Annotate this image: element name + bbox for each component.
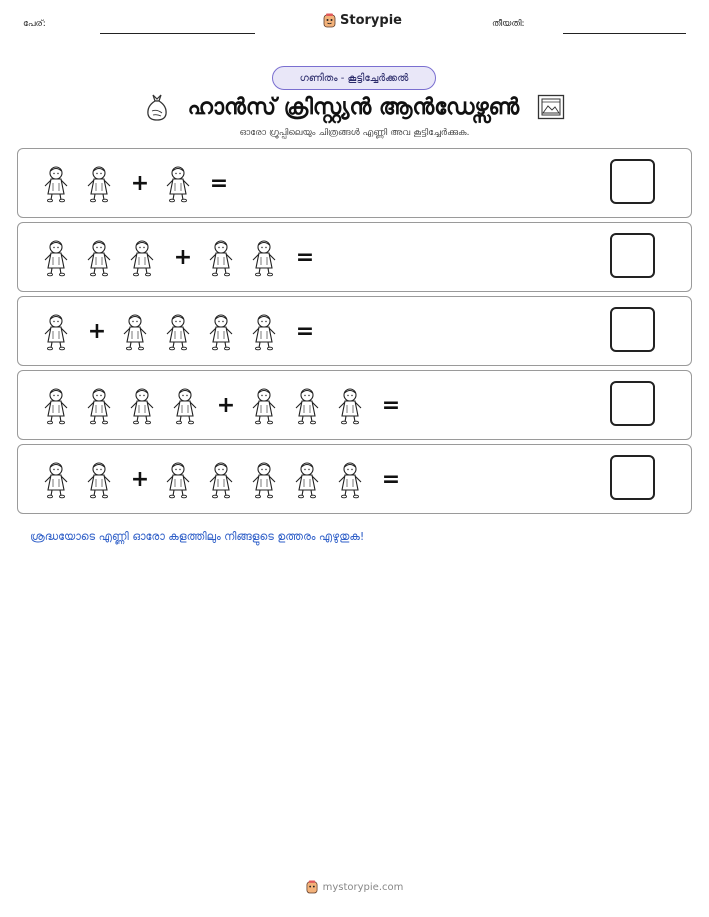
equals-sign: = [209, 171, 229, 196]
paper-doll-icon [206, 239, 236, 277]
problem-row [17, 444, 692, 514]
paper-doll-icon [41, 387, 71, 425]
topic-badge: ഗണിതം - കൂട്ടിച്ചേർക്കൽ [272, 66, 436, 90]
paper-doll-icon [41, 239, 71, 277]
paper-doll-icon [120, 313, 150, 351]
footer-site [0, 880, 709, 894]
answer-box[interactable] [610, 381, 655, 426]
paper-doll-icon [84, 165, 114, 203]
paper-doll-icon [163, 461, 193, 499]
paper-doll-icon [249, 239, 279, 277]
plus-sign: + [130, 467, 150, 492]
money-bag-icon [144, 92, 170, 122]
paper-doll-icon [41, 461, 71, 499]
equals-sign: = [381, 467, 401, 492]
equals-sign: = [381, 393, 401, 418]
title-row [0, 92, 709, 122]
framed-picture-icon [537, 94, 565, 120]
paper-doll-icon [249, 313, 279, 351]
problem-row [17, 148, 692, 218]
answer-box[interactable] [610, 233, 655, 278]
paper-doll-icon [41, 165, 71, 203]
storypie-logo-icon [323, 13, 336, 28]
problem-row [17, 296, 692, 366]
instruction-text: ഓരോ ഗ്രൂപ്പിലെയും ചിത്രങ്ങൾ എണ്ണി അവ കൂട്ടിച്ചേർക്കുക. [239, 128, 470, 138]
paper-doll-icon [206, 313, 236, 351]
problem-row [17, 370, 692, 440]
paper-doll-icon [41, 313, 71, 351]
problem-row [17, 222, 692, 292]
plus-sign: + [87, 319, 107, 344]
name-label: പേര്: [23, 19, 46, 29]
storypie-logo-icon [306, 880, 318, 894]
answer-box[interactable] [610, 159, 655, 204]
paper-doll-icon [127, 387, 157, 425]
paper-doll-icon [84, 239, 114, 277]
plus-sign: + [130, 171, 150, 196]
equals-sign: = [295, 319, 315, 344]
paper-doll-icon [84, 387, 114, 425]
brand-logo [323, 13, 402, 28]
name-line[interactable] [100, 33, 255, 34]
site-url[interactable]: mystorypie.com [322, 881, 404, 893]
paper-doll-icon [170, 387, 200, 425]
footer-note: ശ്രദ്ധയോടെ എണ്ണി ഓരോ കളത്തിലും നിങ്ങളുടെ ഉത്തരം എഴുതുക! [30, 530, 365, 543]
paper-doll-icon [292, 387, 322, 425]
date-line[interactable] [563, 33, 686, 34]
paper-doll-icon [249, 461, 279, 499]
paper-doll-icon [292, 461, 322, 499]
paper-doll-icon [127, 239, 157, 277]
date-label: തീയതി: [492, 19, 525, 29]
answer-box[interactable] [610, 455, 655, 500]
paper-doll-icon [163, 165, 193, 203]
plus-sign: + [173, 245, 193, 270]
answer-box[interactable] [610, 307, 655, 352]
plus-sign: + [216, 393, 236, 418]
paper-doll-icon [335, 461, 365, 499]
page-title: ഹാൻസ് ക്രിസ്റ്റ്യൻ ആൻഡേഴ്സൺ [187, 94, 520, 120]
paper-doll-icon [335, 387, 365, 425]
paper-doll-icon [249, 387, 279, 425]
brand-name: Storypie [340, 13, 402, 28]
paper-doll-icon [206, 461, 236, 499]
equals-sign: = [295, 245, 315, 270]
paper-doll-icon [84, 461, 114, 499]
paper-doll-icon [163, 313, 193, 351]
